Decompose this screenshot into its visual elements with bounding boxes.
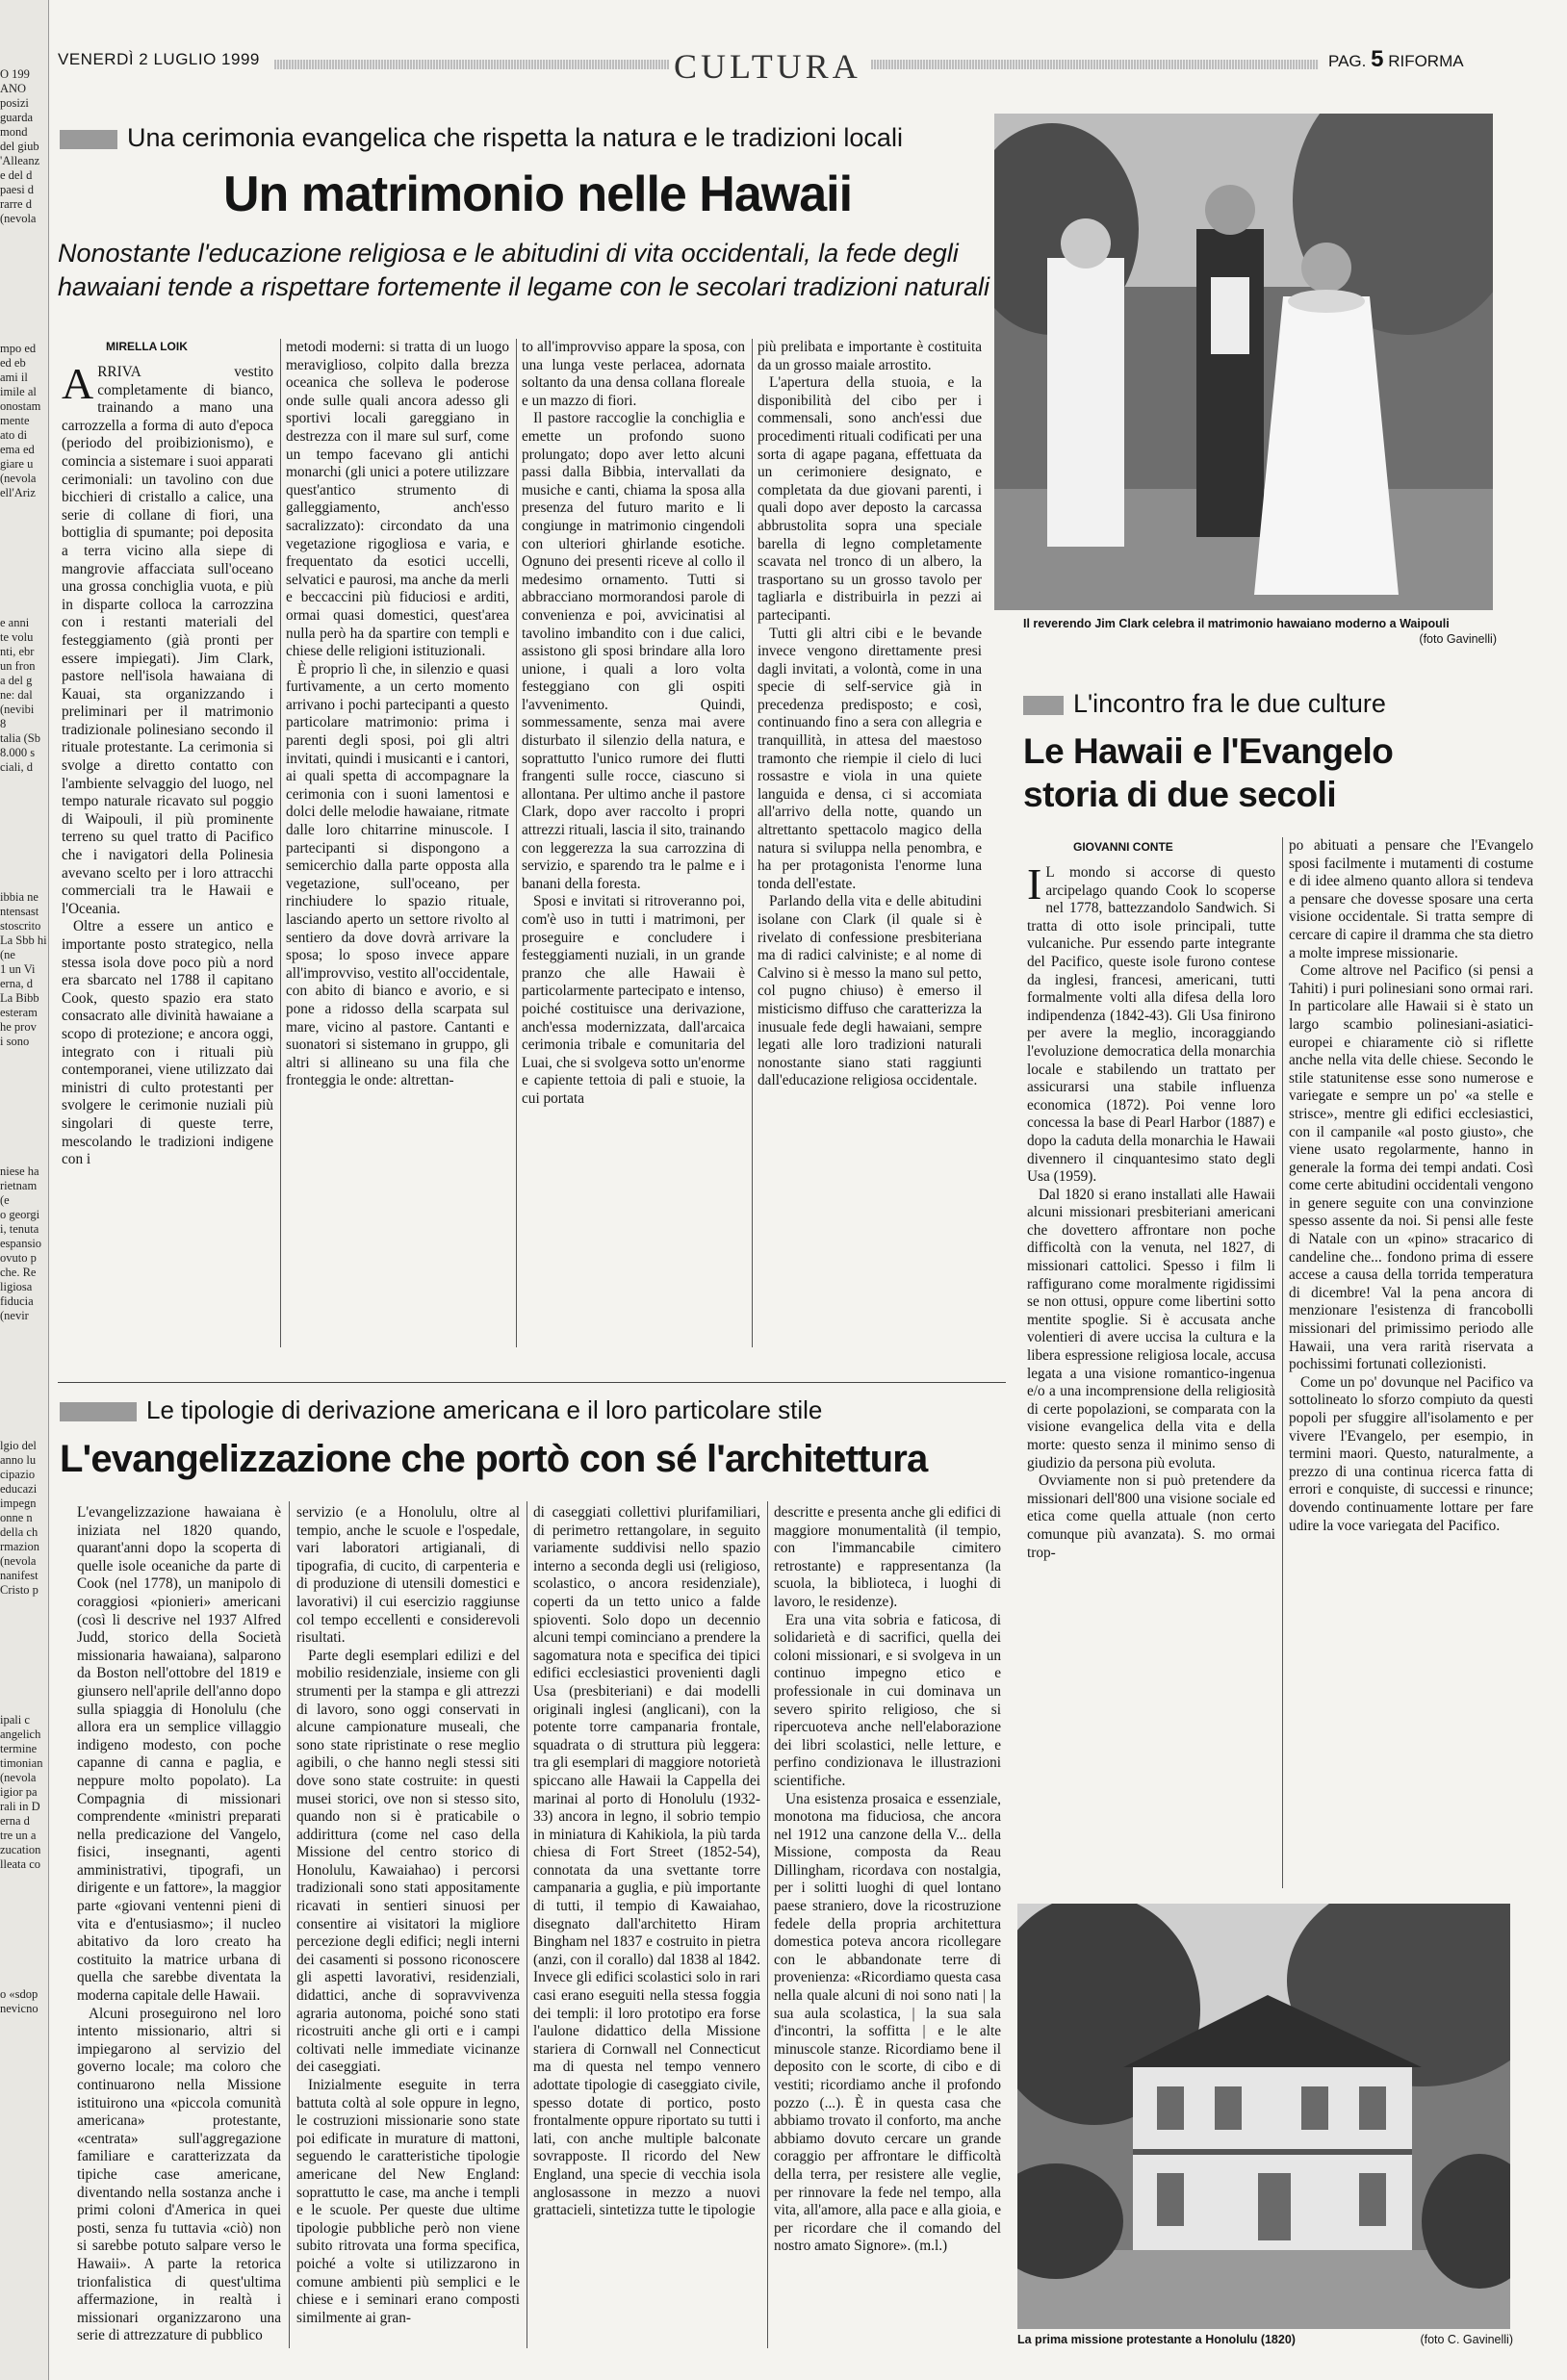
margin-fragment: ell'Ariz: [0, 486, 36, 499]
column-rule: [1282, 837, 1283, 1888]
margin-fragment: ligiosa: [0, 1280, 33, 1293]
paragraph: metodi moderni: si tratta di un luogo meraviglioso, colpito dalla brezza oceanica che solleva le poderose onde sulle quali ancora adesso gli sportivi locali gareggiano in destrezza con il mare sul surf, come un tempo facevano gli antichi monarchi (gli unici a potere utilizzare quest'antico strumento di galleggiamento, anch'esso sacralizzato): circondato da una vegetazione rigogliosa e varia, e frequentato da esotici uccelli, selvatici e paurosi, ma anche da merli e beccaccini più fiduciosi e arditi, ormai quasi domestici, quest'area nulla però ha da spartire con templi e chiese delle religioni istituzionali.: [286, 339, 509, 660]
article2-dropcap: I: [1027, 864, 1042, 908]
margin-fragment: angelich: [0, 1727, 41, 1741]
article1-column-1: [62, 364, 273, 1374]
page-indicator: [1328, 46, 1464, 73]
paragraph: Parte degli esemplari edilizi e del mobilio residenziale, insieme con gli strumenti per la stampa e gli attrezzi di lavoro, sono oggi conservati in alcune campionature museali, che sono state ripristinate o rese meglio agibili, o che hanno negli stessi siti dove sono state costruite: in questi musei storici, ove non si stesso sito, quando non si è praticabile o addirittura (come nel caso della Missione del centro storico di Honolulu, Kawaiahao) i percorsi tradizionali sono stati appositamente ricavati in sentieri sinuosi per consentire ai visitatori la migliore percezione degli edifici; negli interni dei casamenti si possono riconoscere gli aspetti lavorativi, residenziali, didattici, anche di sopravvivenza agraria autonoma, poiché sono stati ricostruiti anche gli orti e i campi coltivati nelle immediate vicinanze dei caseggiati.: [296, 1647, 520, 2076]
kicker-text: Una cerimonia evangelica che rispetta la natura e le tradizioni locali: [127, 123, 903, 152]
header-rule-left: [274, 60, 669, 69]
margin-fragment: rietnam: [0, 1179, 38, 1192]
margin-fragment: fiducia: [0, 1294, 34, 1308]
newspaper-name: RIFORMA: [1388, 52, 1464, 70]
margin-fragment: lgio del: [0, 1439, 37, 1452]
margin-fragment: ed eb: [0, 356, 26, 370]
photo1-credit: (foto Gavinelli): [1419, 632, 1497, 646]
column-rule: [289, 1501, 290, 2348]
paragraph: Una esistenza prosaica e essenziale, monotona ma fiduciosa, che ancora nel 1912 una canzone della V... della Missione, composta da Reau Dillingham, ricordava con nostalgia, per i solitti luoghi di quel lontano paese straniero, dove la ricostruzione fedele della propria architettura domestica poteva ancora ricollegare con le abbandonate terre di provenienza: «Ricordiamo questa casa nella quale alcuni di noi sono nati | la sua aula scolastica, | la sua sala d'incontri, la soffitta | e le alte minuscole stanze. Ricordiamo bene il deposito con le scorte, di cibo e di vestiti; ricordiamo anche il profondo pozzo (...). È in questa casa che abbiamo trovato il conforto, ma anche abbiamo dovuto cercare un grande coraggio per affrontare le difficoltà della terra, per resistere alle veglie, per rinnovare la fede nel tempo, alla vita, all'amore, alla pace e alla gioia, e per ricordare che il comando del nostro amato Signore». (m.l.): [774, 1790, 1001, 2255]
margin-fragment: nanifest: [0, 1569, 39, 1582]
margin-fragment: nevicno: [0, 2002, 39, 2015]
paragraph: Inizialmente eseguite in terra battuta coltà al sole oppure in legno, le costruzioni missionarie sono state poi edificate in murature di mattoni, seguendo le caratteristiche tipologie americane del New England: soprattutto le case, ma anche i templi e le scuole. Per queste due ultime tipologie pubbliche però non viene subito ritrovata una forma specifica, poiché a volte si utilizzarono in comune ambienti più semplici e le chiese e i seminari erano composti similmente ai gran-: [296, 2077, 520, 2326]
page-gutter: [48, 0, 49, 2380]
margin-fragment: giare u: [0, 457, 34, 471]
article1-title: Un matrimonio nelle Hawaii: [223, 166, 853, 222]
paragraph: più prelibata e importante è costituita da un grosso maiale arrostito.: [758, 339, 982, 373]
photo2-caption: [1017, 2333, 1513, 2346]
margin-fragment: 1 un Vi: [0, 962, 36, 976]
margin-fragment: e anni: [0, 616, 30, 629]
article3-column-1: [77, 1504, 281, 2346]
margin-fragment: tre un a: [0, 1829, 37, 1842]
margin-fragment: posizi: [0, 96, 29, 110]
article2-column-2: [1289, 837, 1533, 1891]
paragraph: Dal 1820 si erano installati alle Hawaii alcuni missionari presbiteriani americani che dovettero affrontare non poche difficoltà con la venuta, nel 1827, di missionari cattolici. Spesso i film li raffigurano come moralmente rigidissimi se non ottusi, oppure come libertini sotto mentite spoglie. Si è accusata anche volentieri di avere uccisa la cultura e la libera espressione religiosa locale, accusa legata a una visione romantico-ingenua e/o a una incomprensione della religiosità di certe popolazioni, se comparata con la visione evangelica della vita e della morte: questo senza il minimo senso di giudizio da persona più evoluta.: [1027, 1186, 1275, 1472]
paragraph: servizio (e a Honolulu, oltre al tempio, anche le scuole e l'ospedale, vari laboratori artigianali, di tipografia, di cucito, di carpenteria e di produzione di utensili domestici e lavorativi) il cui esercizio raggiunse col tempo eccellenti e considerevoli risultati.: [296, 1504, 520, 1647]
photo1-caption-text: Il reverendo Jim Clark celebra il matrimonio hawaiano moderno a Waipouli: [1023, 617, 1450, 630]
article1-column-2: [286, 339, 509, 1349]
margin-fragment: ne: dal: [0, 688, 33, 702]
margin-fragment: rali in D: [0, 1800, 40, 1813]
margin-fragment: La Bibb: [0, 991, 39, 1005]
paragraph: Era una vita sobria e faticosa, di solidarietà e di sacrifici, quella dei coloni missionari, e si svolgeva in un continuo impegno etico e professionale in cui dominava un severo spirito religioso, che si ripercuoteva anche nell'elaborazione dei libri scolastici, nelle letture, e perfino condizionava le illustrazioni scientifiche.: [774, 1611, 1001, 1789]
paragraph: È proprio lì che, in silenzio e quasi furtivamente, a un certo momento arrivano i pochi partecipanti a questo particolare matrimonio: prima i parenti degli sposi, poi gli altri invitati, quindi i musicanti e i cantori, ai quali spetta di accompagnare la cerimonia con i suoni lamentosi e dolci delle melodie hawaiane, ritmate dalle loro chitarrine minuscole. I partecipanti si dispongono a semicerchio dalla parte opposta alla vegetazione, sull'oceano, per rinchiudere lo spazio rituale, lasciando aperto un settore rivolto al sentiero da dove dovrà arrivare la sposa; lo sposo invece appare all'improvviso, vestito all'occidentale, con abito di bianco e avorio, e si pone a ridosso della scarpata sul mare, vicino al pastore. Cantanti e suonatori si sistemano in gruppo, gli altri si allineano su una fila che fronteggia le onde: altrettan-: [286, 660, 509, 1089]
margin-fragment: talia (Sb: [0, 731, 41, 745]
margin-fragment: ciali, d: [0, 760, 34, 774]
adjacent-page-fragments: [0, 0, 48, 2016]
margin-fragment: igior pa: [0, 1785, 38, 1799]
margin-fragment: del giub: [0, 140, 39, 153]
margin-fragment: ibbia ne: [0, 890, 39, 904]
margin-fragment: ami il: [0, 371, 28, 384]
page-number: 5: [1371, 46, 1384, 72]
margin-fragment: erna d: [0, 1814, 30, 1828]
margin-fragment: niese ha: [0, 1164, 39, 1178]
wedding-photo: [994, 114, 1493, 610]
paragraph: Ovviamente non si può pretendere da missionari dell'800 una visione sociale ed etica come quella attuale (non certo comunque più avanzata). S. mo ormai trop-: [1027, 1472, 1275, 1561]
article3-title: L'evangelizzazione che portò con sé l'architettura: [60, 1438, 928, 1480]
margin-fragment: ema ed: [0, 443, 35, 456]
paragraph: Come altrove nel Pacifico (si pensi a Tahiti) i puri polinesiani sono ormai rari. In particolare alle Hawaii si è stato un largo scambio polinesiani-asiatici-europei e chiaramente ciò si riflette anche nella vita delle chiese. Secondo le stile statunitense esse sono numerose e variegate e sempre un po' «a stelle e strisce», mentre gli edifici ecclesiastici, con il campanile «al posto giusto», che viene usato regolarmente, hanno in generale la forma dei tempi andati. Così come certe abitudini occidentali vengono in genere seguite con una convinzione spesso assente da noi. Si pensi alle feste di Natale con un «pino» stracarico di candeline che... fondono prima di essere accese a causa della torrida temperatura di dicembre! Val la pena ancora di menzionare l'esistenza di francobolli missionari del primissimo periodo alle Hawaii, una vera rarità riservata a pochissimi fortunati collezionisti.: [1289, 962, 1533, 1373]
margin-fragment: (ne: [0, 948, 15, 961]
margin-fragment: stoscrito: [0, 919, 41, 933]
paragraph: L'evangelizzazione hawaiana è iniziata nel 1820 quando, quarant'anni dopo la scoperta di quelle isole oceaniche da parte di Cook (nel 1778), un manipolo di coraggiosi «pionieri» americani (così li descrive nel 1937 Alfred Judd, storico della Società missionaria hawaiana), salparono da Boston nell'ottobre del 1819 e giunsero nell'aprile dell'anno dopo sulla spiaggia di Honolulu (che allora era un semplice villaggio indigeno modesto, con poche capanne di canna e paglia, e neppure molto popolato). La Compagnia di missionari comprendente «ministri preparati nella predicazione del Vangelo, fisici, insegnanti, agenti amministrativi, tipografi, un dirigente e un fattore», la maggior parte «giovani ventenni pieni di vita e d'entusiasmo»; il nucleo abitativo da loro creato ha costituito la matrice urbana di quella che sarebbe diventata la moderna capitale delle Hawaii.: [77, 1504, 281, 2005]
header-date: VENERDÌ 2 LUGLIO 1999: [58, 50, 260, 68]
article2-kicker: [1023, 689, 1386, 719]
margin-fragment: onostam: [0, 399, 41, 413]
margin-fragment: te volu: [0, 630, 34, 644]
page-label: PAG.: [1328, 52, 1367, 70]
margin-fragment: ANO: [0, 82, 27, 95]
margin-fragment: mpo ed: [0, 342, 37, 355]
article2-byline: GIOVANNI CONTE: [1073, 840, 1173, 854]
margin-fragment: La Sbb hi: [0, 934, 47, 947]
photo2-credit: (foto C. Gavinelli): [1420, 2333, 1513, 2346]
article2-column-1: [1027, 864, 1275, 1894]
paragraph: di caseggiati collettivi plurifamiliari, di perimetro rettangolare, in seguito variamente suddivisi nello spazio interno a seconda degli usi (religioso, scolastico, o ancora residenziale), coperti da un tetto unico a falde spioventi. Solo dopo un decennio alcuni tempi cominciano a prendere la sagomatura nota e specifica dei tipici edifici ecclesiastici provenienti dagli Usa (presbiteriani) e dai modelli originali inglesi (anglicani), con la potente torre campanaria frontale, squadrata o di struttura più leggera: tra gli esemplari di maggiore notorietà spiccano alle Hawaii la Cappella dei marinai al porto di Honolulu (1932-33) ancora in legno, il sobrio tempio in miniatura di Kahikiola, la più tarda chiesa di Fort Street (1852-54), connotata da una svettante torre campanaria a guglia, e più importante di tutti, il tempio di Kawaiahao, disegnato dall'architetto Hiram Bingham nel 1837 e costruito in pietra (anzi, con il corallo) dal 1838 al 1842. Invece gli edifici scolastici solo in rari casi erano eseguiti nella stessa foggia dei templi: il loro prototipo era forse l'aulone didattico della Missione stariera di Cornwall nel Connecticut ma di questa nel tempo vennero adottate tipologie di caseggiato civile, spesso dotate di portico, posto frontalmente oppure riportato su tutti i lati, con anche multiple balconate sovrapposte. Il ricordo del New England, una specie di vecchia isola anglosassone in mezzo a nuovi grattacieli, sintetizza tutte le tipologie: [533, 1504, 760, 2219]
kicker-block-icon: [1023, 696, 1064, 715]
margin-fragment: della ch: [0, 1525, 39, 1539]
paragraph: Il pastore raccoglie la conchiglia e emette un profondo suono prolungato; dopo aver letto alcuni passi dalla Bibbia, intervallati da musiche e canti, chiama la sposa alla presenza del futuro marito e li congiunge in matrimonio cingendoli con ulteriori ghirlande esotiche. Ognuno dei presenti riceve al collo il medesimo ornamento. Tutti si abbracciano mormorandosi parole di convenienza e poi, avvicinatisi al tavolino imbandito con i due calici, assistono gli sposi brindare alla loro unione, i quali a loro volta festeggiano con gli ospiti l'avvenimento. Quindi, sommessamente, senza mai avere disturbato il silenzio della natura, e soprattutto l'unico rumore dei flutti frangenti sulle rocce, ciascuno si allontana. Per ultimo anche il pastore Clark, dopo aver raccolto i propri attrezzi rituali, lascia il sito, trainando con leggerezza la sua carrozzina di servizio, e sparendo tra le palme e i banani della foresta.: [522, 410, 745, 892]
paragraph: Tutti gli altri cibi e le bevande invece vengono direttamente presi dagli invitati, a volontà, come in una specie di self-service già in precedenza predisposto; e così, continuando fino a sera con allegria e tranquillità, in attesa del maestoso tramonto che riempie il cielo di luci rossastre e viola in una quiete languida e densa, ci si accomiata all'arrivo della notte, quando un altrettanto spettacolo magico della natura si sviluppa nella penombra, e ha per protagonista l'enorme luna tonda dell'estate.: [758, 625, 982, 892]
margin-fragment: ipali c: [0, 1713, 30, 1727]
margin-fragment: nti, ebr: [0, 645, 35, 658]
photo1-caption: [1023, 616, 1497, 647]
margin-fragment: onne n: [0, 1511, 33, 1524]
article3-kicker: [60, 1395, 822, 1425]
paragraph: L mondo si accorse di questo arcipelago quando Cook lo scoperse nel 1778, battezzandolo Sandwich. Si tratta di otto isole principali, tutte vulcaniche. Pur essendo parte integrante del Pacifico, queste isole furono contese da inglesi, francesi, americani, tutti formalmente volti alla difesa della loro indipendenza (1842-43). Gli Usa finirono per avere la meglio, incoraggiando l'evoluzione democratica della monarchia locale e stabilendo un trattato per assicurarsi una stabile influenza economica (1872). Poi venne loro concessa la base di Pearl Harbor (1887) e dopo la caduta della monarchia le Hawaii divennero il cinquantesimo stato degli Usa (1959).: [1027, 864, 1275, 1186]
paragraph: po abituati a pensare che l'Evangelo sposi facilmente i mutamenti di costume e di idee almeno quanto allora si tendeva a pensare che dovesse sposare una certa visione occidentale. Si tratta sempre di cercare di capire il dramma che sta dietro a molte imprese missionarie.: [1289, 837, 1533, 961]
margin-fragment: timonian: [0, 1756, 43, 1770]
kicker-text: L'incontro fra le due culture: [1073, 689, 1386, 718]
margin-fragment: impegn: [0, 1497, 37, 1510]
margin-fragment: he prov: [0, 1020, 37, 1034]
margin-fragment: O 199: [0, 67, 30, 81]
mission-photo-image: [1017, 1904, 1510, 2329]
margin-fragment: (nevibi: [0, 703, 35, 716]
paragraph: Parlando della vita e delle abitudini isolane con Clark (il quale si è rivelato di confessione presbiteriana ma di radici calviniste; e al nome di Calvino si è messo la mano sul petto, col pugno chiuso) è emerso il misticismo diffuso che caratterizza la inusuale fede degli hawaiani, sempre legati alle loro tradizioni naturali nonostante siano stati raggiunti dall'educazione religiosa occidentale.: [758, 893, 982, 1089]
article3-column-2: [296, 1504, 520, 2346]
article3-column-4: [774, 1504, 1001, 2346]
margin-fragment: (nevola: [0, 212, 37, 225]
article1-subtitle: Nonostante l'educazione religiosa e le abitudini di vita occidentali, la fede degli hawaiani tende a rispettare fortemente il legame con le secolari tradizioni naturali: [58, 239, 990, 301]
paragraph: Oltre a essere un antico e importante posto strategico, nella stessa isola dove poco più a nord era sbarcato nel 1788 il capitano Cook, questo spazio era stato consacrato alle divinità hawaiane a scopo di protezione; e ancora oggi, integrato con i rituali più contemporanei, viene utilizzato dai ministri di culto protestanti per svolgere le cerimonie nuziali più singolari di queste terre, mescolando le tradizioni indigene con i: [62, 918, 273, 1168]
margin-fragment: guarda: [0, 111, 34, 124]
margin-fragment: a del g: [0, 674, 33, 687]
column-rule: [752, 339, 753, 1347]
adjacent-page-strip: [0, 0, 48, 2380]
article2-title: Le Hawaii e l'Evangelo storia di due secoli: [1023, 731, 1394, 814]
margin-fragment: 8.000 s: [0, 746, 36, 759]
margin-fragment: che. Re: [0, 1266, 37, 1279]
section-title: CULTURA: [674, 47, 861, 86]
margin-fragment: espansio: [0, 1237, 42, 1250]
margin-fragment: esteram: [0, 1006, 38, 1019]
margin-fragment: imile al: [0, 385, 37, 398]
margin-fragment: o «sdop: [0, 1987, 39, 2001]
margin-fragment: mente: [0, 414, 30, 427]
article3-column-3: [533, 1504, 760, 2346]
paragraph: L'apertura della stuoia, e la disponibilità del cibo per i commensali, sono anch'essi due procedimenti rituali codificati per una sorta di agape pagana, effettuata da un cerimoniere designato, e completata da due giovani parenti, i quali dopo aver deposto la carcassa abbrustolita sopra una speciale barella di legno completamente scavata nel tronco di un albero, la trasportano su un grosso tavolo per tagliarla e distribuirla in pezzi ai partecipanti.: [758, 374, 982, 624]
header-rule-right: [871, 60, 1319, 69]
margin-fragment: rmazion: [0, 1540, 39, 1553]
margin-fragment: i sono: [0, 1035, 30, 1048]
margin-fragment: zucation: [0, 1843, 41, 1856]
margin-fragment: e del d: [0, 168, 33, 182]
margin-fragment: Cristo p: [0, 1583, 39, 1597]
margin-fragment: (nevola: [0, 1554, 37, 1568]
margin-fragment: rarre d: [0, 197, 32, 211]
margin-fragment: 'Alleanz: [0, 154, 40, 167]
paragraph: Alcuni proseguirono nel loro intento missionario, altri si impiegarono al servizio del governo locale; ma coloro che continuarono nella Missione istituirono una «piccola comunità americana» protestante, «centrata» sull'aggregazione familiare e caratterizzata da tipiche case americane, diventando nella sostanza anche i primi coloni d'America in quei posti, senza fu tuttavia «ciò) non si sarebbe potuto salpare verso le Hawaii». A parte la retorica trionfalistica di quest'ultima affermazione, in realtà i missionari organizzarono una serie di attrezzature di pubblico: [77, 2005, 281, 2344]
paragraph: Come un po' dovunque nel Pacifico va sottolineato lo sforzo compiuto da questi popoli per sfuggire all'isolamento e per vivere l'Evangelo, per esempio, in termini maori. Questo, naturalmente, a prezzo di una continua ricerca fatta di errori e conquiste, di successi e rinunce; dovendo continuamente lottare per fare udire la voce variegata del Pacifico.: [1289, 1373, 1533, 1534]
column-rule: [516, 339, 517, 1347]
article1-kicker: [60, 123, 903, 153]
mission-photo: [1017, 1904, 1510, 2329]
kicker-block-icon: [60, 1402, 137, 1421]
kicker-text: Le tipologie di derivazione americana e il loro particolare stile: [146, 1395, 823, 1424]
margin-fragment: ato di: [0, 428, 28, 442]
margin-fragment: 8: [0, 717, 7, 730]
margin-fragment: ntensast: [0, 905, 39, 918]
wedding-photo-image: [994, 114, 1493, 610]
margin-fragment: paesi d: [0, 183, 35, 196]
paragraph: RRIVA vestito completamente di bianco, trainando a mano una carrozzella a forma di auto d'epoca (periodo del proibizionismo), e comincia a sistemare i suoi apparati cerimoniali: un tavolino con due bicchieri di cristallo a calice, una serie di collane di fiori, una bottiglia di spumante; poi deposita a terra vicino alla siepe di mangrovie affacciata sull'oceano una grossa conchiglia vuota, e più in disparte colloca la carrozzina con i restanti materiali del festeggiamento (già pronti per essere impiegati). Jim Clark, pastore nell'isola hawaiana di Kauai, sta organizzando i preliminari per il matrimonio tradizionale polinesiano secondo il rituale protestante. La cerimonia si svolge a diretto contatto con l'ambiente selvaggio del luogo, nel tempo naturale ricavato sul poggio di Waipouli, il più prominente terreno su quel tratto di Pacifico che i navigatori della Polinesia avevano scelto per i loro attracchi commerciali tra le Hawaii e l'Oceania.: [62, 364, 273, 917]
margin-fragment: i, tenuta: [0, 1222, 39, 1236]
margin-fragment: (nevola: [0, 472, 37, 485]
photo2-caption-text: La prima missione protestante a Honolulu (1820): [1017, 2333, 1296, 2346]
paragraph: Sposi e invitati si ritroveranno poi, com'è uso in tutti i matrimoni, per proseguire e concludere i festeggiamenti nuziali, in un grande pranzo che alle Hawaii è particolarmente partecipato e intenso, poiché costituisce una derivazione, anch'essa modernizzata, dall'arcaica cerimonia tribale e comunitaria del Luai, che si svolgeva sotto un'enorme e capiente tettoia di pali e stuoie, la cui portata: [522, 893, 745, 1107]
column-rule: [280, 339, 281, 1347]
kicker-block-icon: [60, 130, 117, 149]
margin-fragment: ovuto p: [0, 1251, 37, 1265]
margin-fragment: erna, d: [0, 977, 34, 990]
margin-fragment: educazi: [0, 1482, 38, 1496]
margin-fragment: cipazio: [0, 1468, 36, 1481]
section-rule: [58, 1382, 1006, 1383]
article1-byline: MIRELLA LOIK: [106, 340, 188, 353]
margin-fragment: (nevola: [0, 1771, 37, 1784]
margin-fragment: termine: [0, 1742, 38, 1755]
paragraph: descritte e presenta anche gli edifici di maggiore monumentalità (il tempio, con l'immancabile cimitero retrostante) e rappresentanza (la scuola, la biblioteca, i luoghi di lavoro, le residenze).: [774, 1504, 1001, 1610]
margin-fragment: (e: [0, 1193, 10, 1207]
margin-fragment: (nevir: [0, 1309, 29, 1322]
margin-fragment: mond: [0, 125, 28, 139]
article1-column-4: [758, 339, 982, 1349]
margin-fragment: lleata co: [0, 1857, 40, 1871]
column-rule: [767, 1501, 768, 2348]
article1-dropcap: A: [62, 364, 94, 408]
paragraph: to all'improvviso appare la sposa, con una lunga veste perlacea, adornata soltanto da una densa collana floreale e un mazzo di fiori.: [522, 339, 745, 409]
article1-column-3: [522, 339, 745, 1349]
margin-fragment: o georgi: [0, 1208, 40, 1221]
margin-fragment: anno lu: [0, 1453, 37, 1467]
margin-fragment: un fron: [0, 659, 36, 673]
